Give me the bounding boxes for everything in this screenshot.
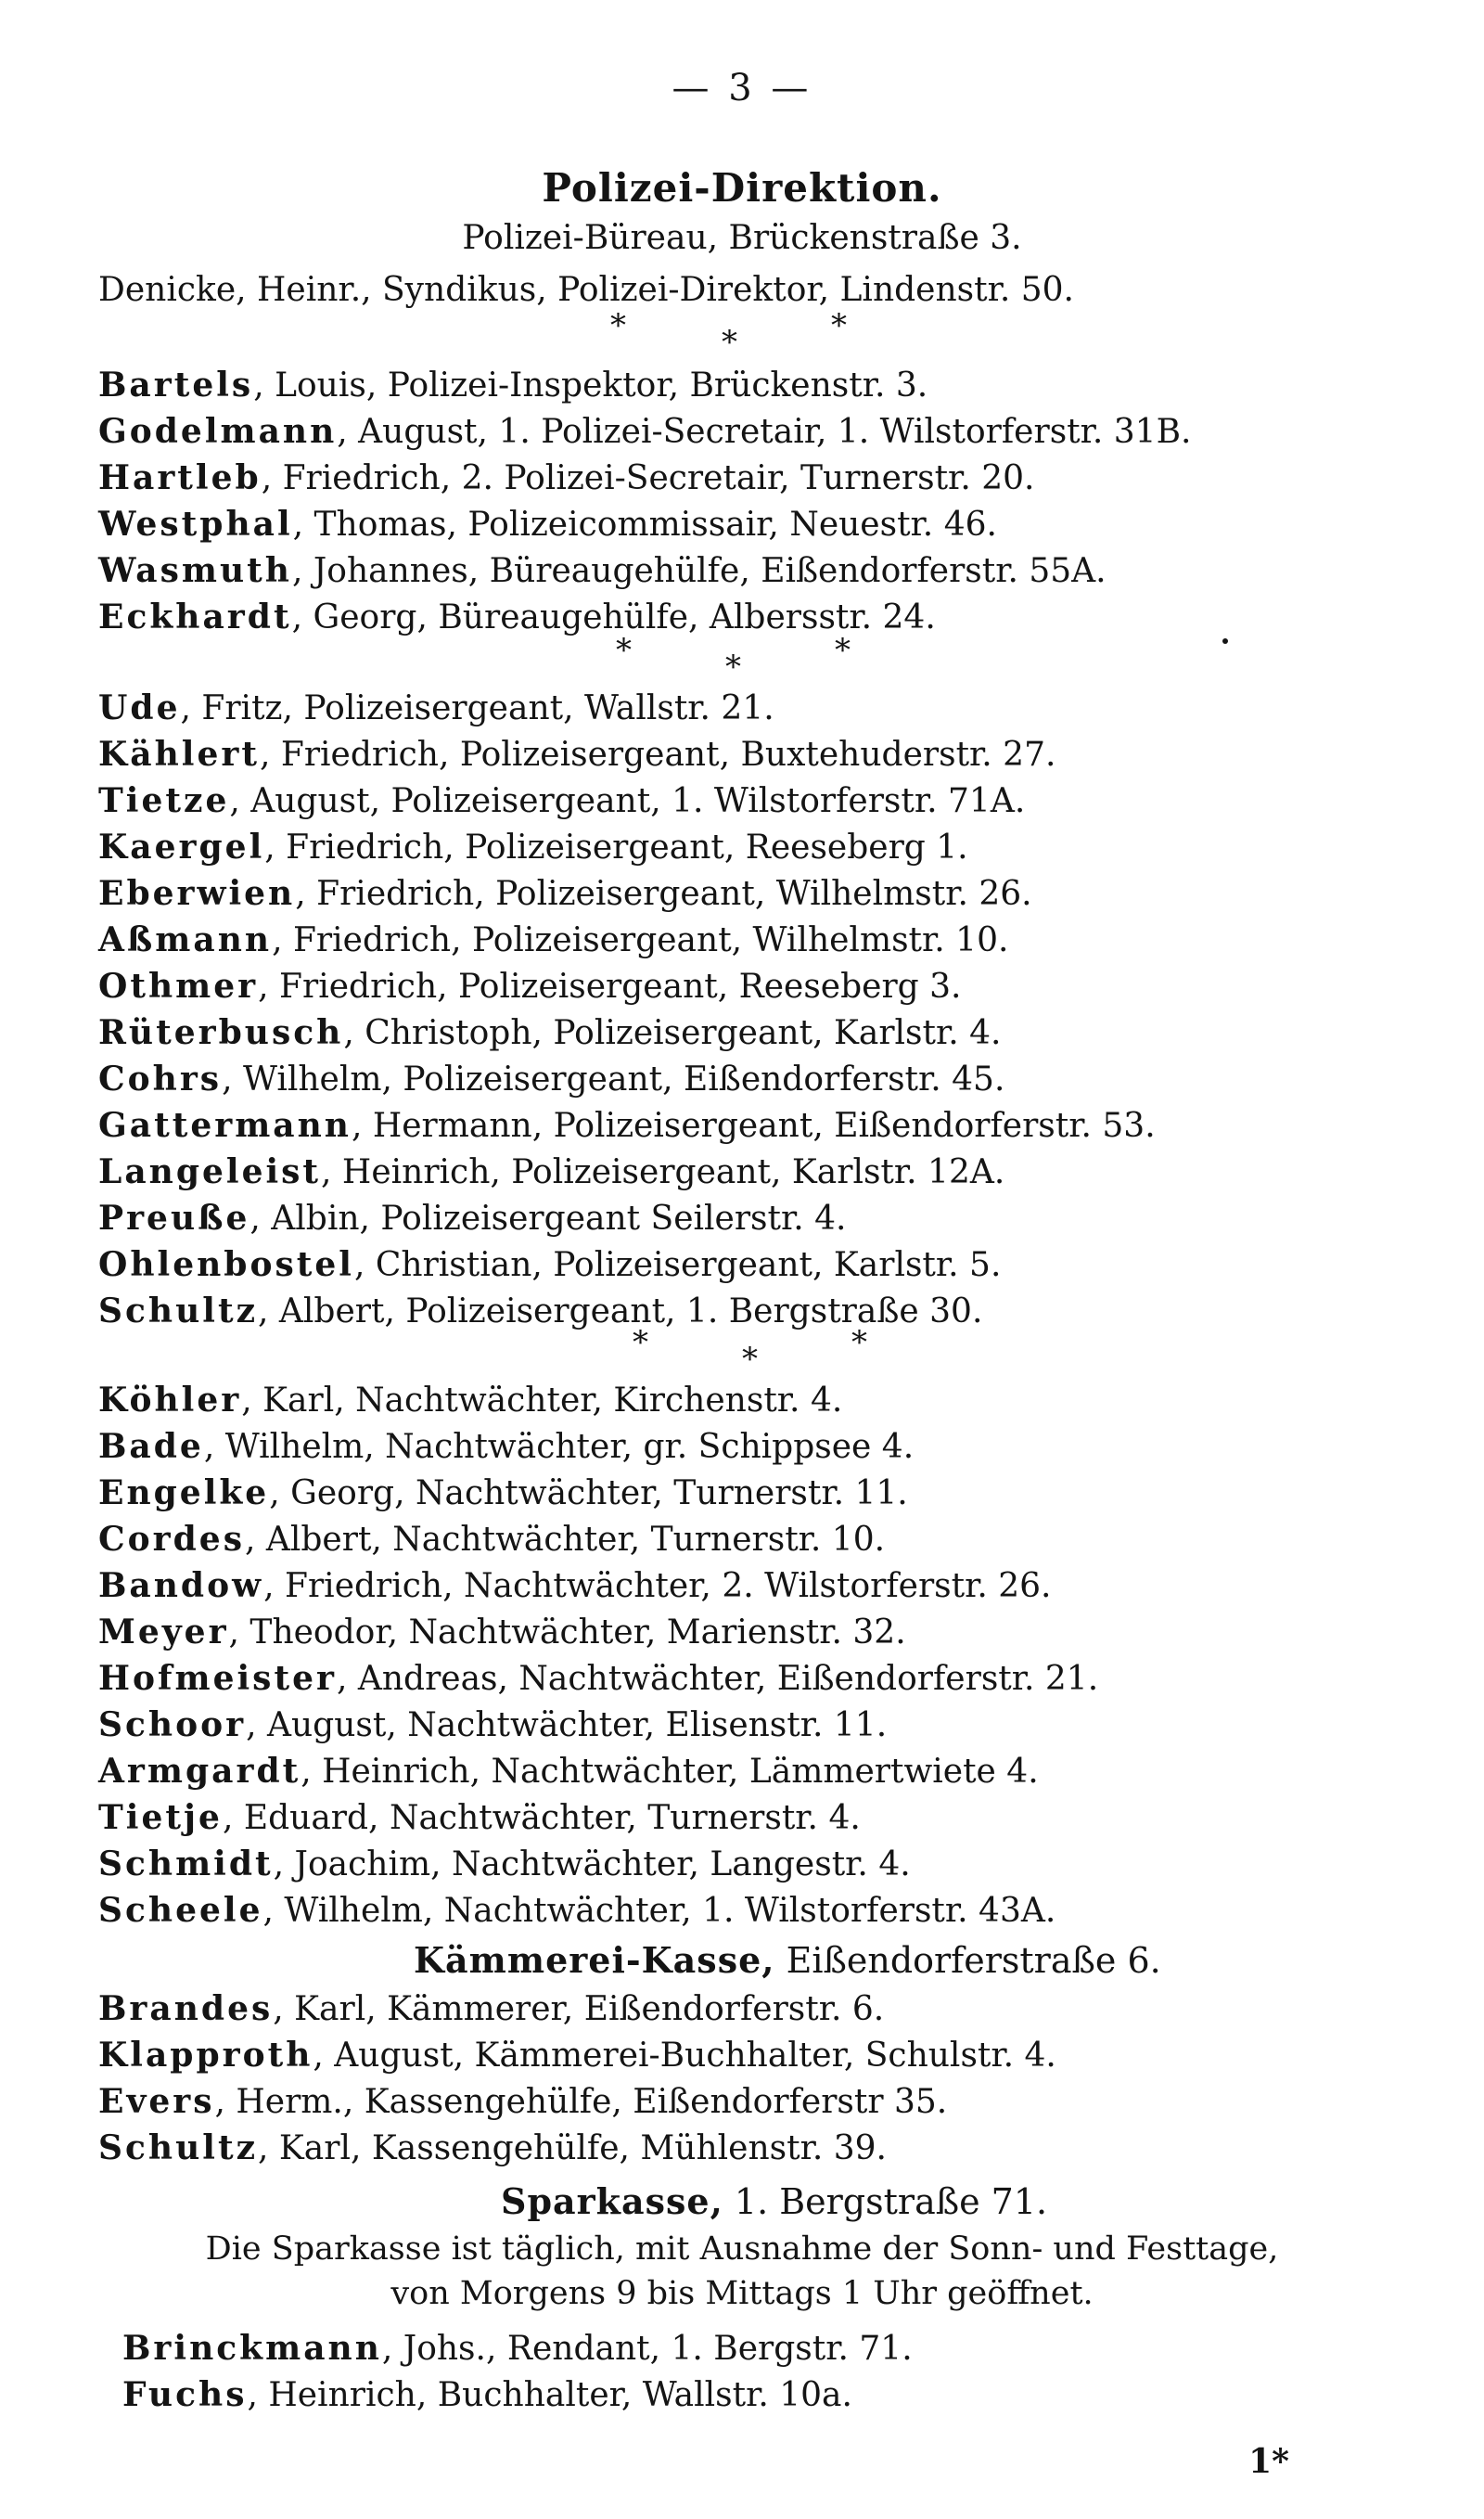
directory-entry: [98, 1199, 847, 1238]
directory-entry: [98, 1989, 884, 2028]
entry-details: , Georg, Nachtwächter, Turnerstr. 11.: [269, 1474, 908, 1512]
savings-bank-heading: [501, 2180, 1047, 2222]
separator-star: *: [851, 1324, 867, 1361]
entry-details: , Karl, Nachtwächter, Kirchenstr. 4.: [241, 1382, 843, 1420]
entry-details: , August, Polizeisergeant, 1. Wilstorferstr. 71A.: [229, 782, 1026, 820]
directory-entry: [98, 1520, 885, 1559]
entry-details: , Andreas, Nachtwächter, Eißendorferstr. 21.: [336, 1660, 1099, 1698]
entry-details: , Friedrich, Polizeisergeant, Reeseberg 3.: [258, 968, 962, 1006]
entry-details: , Thomas, Polizeicommissair, Neuestr. 46.: [292, 506, 997, 544]
entry-details: , Joachim, Nachtwächter, Langestr. 4.: [273, 1845, 911, 1883]
directory-entry: [98, 874, 1032, 913]
entry-details: , Wilhelm, Polizeisergeant, Eißendorferstr. 45.: [222, 1060, 1005, 1099]
entry-details: , Christoph, Polizeisergeant, Karlstr. 4.: [343, 1014, 1002, 1052]
entry-details: , Karl, Kassengehülfe, Mühlenstr. 39.: [258, 2129, 887, 2167]
entry-details: , Albert, Polizeisergeant, 1. Bergstraße 30.: [258, 1292, 983, 1330]
separator-asterisks: [0, 1323, 1484, 1379]
entry-surname: Westphal: [98, 505, 293, 544]
directory-entry: [98, 1798, 861, 1837]
entry-surname: Kaergel: [98, 828, 265, 867]
entry-surname: Cordes: [98, 1520, 245, 1559]
entry-details: , Johs., Rendant, 1. Bergstr. 71.: [381, 2330, 913, 2368]
entry-surname: Köhler: [98, 1381, 242, 1420]
directory-entry: [98, 781, 1025, 820]
directory-entry: [98, 688, 774, 727]
directory-entry: [98, 828, 968, 867]
entry-details: , August, Kämmerei-Buchhalter, Schulstr. 4.: [313, 2037, 1056, 2075]
entry-surname: Wasmuth: [98, 551, 292, 590]
police-office-line: Polizei-Büreau, Brückenstraße 3.: [462, 219, 1022, 257]
entry-details: , Heinrich, Buchhalter, Wallstr. 10a.: [247, 2376, 852, 2414]
directory-entry: [98, 1060, 1004, 1099]
directory-entry: [98, 1705, 887, 1744]
directory-entry: [98, 735, 1055, 774]
entry-details: , Friedrich, Nachtwächter, 2. Wilstorferstr. 26.: [263, 1567, 1052, 1605]
entry-surname: Tietze: [98, 781, 230, 820]
directory-entry: [98, 1473, 908, 1512]
directory-entry: [98, 1427, 914, 1466]
police-directorate-heading: Polizei-Direktion.: [542, 165, 942, 211]
entry-details: , Johannes, Büreaugehülfe, Eißendorferstr. 55A.: [291, 552, 1107, 590]
separator-star: *: [616, 632, 632, 669]
entry-details: , Wilhelm, Nachtwächter, gr. Schippsee 4.: [203, 1428, 915, 1466]
entry-details: , Fritz, Polizeisergeant, Wallstr. 21.: [180, 689, 774, 727]
entry-surname: Bandow: [98, 1566, 264, 1605]
entry-surname: Engelke: [98, 1473, 270, 1512]
entry-details: , Friedrich, Polizeisergeant, Wilhelmstr. 26.: [295, 875, 1032, 913]
entry-surname: Godelmann: [98, 412, 338, 451]
entry-surname: Hofmeister: [98, 1659, 337, 1698]
entry-surname: Aßmann: [98, 920, 273, 959]
entry-details: , Heinrich, Polizeisergeant, Karlstr. 12A.: [321, 1153, 1005, 1191]
police-director-line: Denicke, Heinr., Syndikus, Polizei-Direktor, Lindenstr. 50.: [98, 271, 1074, 309]
directory-entry: [98, 1381, 842, 1420]
entry-surname: Othmer: [98, 967, 259, 1006]
directory-entry: [98, 920, 1008, 959]
separator-star: *: [633, 1324, 648, 1361]
entry-details: , Georg, Büreaugehülfe, Albersstr. 24.: [291, 598, 936, 636]
entry-details: , Albin, Polizeisergeant Seilerstr. 4.: [249, 1200, 847, 1238]
entry-surname: Fuchs: [122, 2375, 248, 2414]
print-speck: [1222, 638, 1228, 644]
entry-surname: Gattermann: [98, 1106, 352, 1145]
directory-entry: [98, 2128, 887, 2167]
separator-star: *: [742, 1341, 758, 1378]
entry-surname: Brandes: [98, 1989, 274, 2028]
sheet-signature-mark: 1*: [1248, 2442, 1289, 2481]
entry-surname: Rüterbusch: [98, 1013, 344, 1052]
directory-entry: [98, 551, 1107, 590]
directory-entry: [98, 1013, 1001, 1052]
entry-surname: Meyer: [98, 1613, 229, 1651]
entry-details: , Friedrich, Polizeisergeant, Reeseberg 1.: [264, 829, 968, 867]
directory-entry: [98, 2036, 1056, 2075]
entry-details: , Theodor, Nachtwächter, Marienstr. 32.: [228, 1613, 906, 1651]
entry-details: , Louis, Polizei-Inspektor, Brückenstr. 3.: [253, 366, 928, 405]
entry-details: , Herm., Kassengehülfe, Eißendorferstr 35.: [214, 2083, 948, 2121]
entry-surname: Schmidt: [98, 1844, 274, 1883]
entry-surname: Eckhardt: [98, 598, 292, 636]
entry-surname: Bade: [98, 1427, 204, 1466]
treasury-heading: [414, 1939, 1161, 1981]
directory-entry: [98, 412, 1191, 451]
directory-entry: [98, 967, 962, 1006]
separator-asterisks: [0, 631, 1484, 687]
directory-entry: [98, 1245, 1001, 1284]
entry-surname: Schoor: [98, 1705, 247, 1744]
entry-details: , Friedrich, Polizeisergeant, Buxtehuderstr. 27.: [259, 736, 1056, 774]
savings-bank-title: Sparkasse,: [501, 2180, 723, 2222]
directory-entry: [98, 2082, 947, 2121]
entry-surname: Preuße: [98, 1199, 250, 1238]
separator-star: *: [831, 307, 847, 344]
entry-surname: Scheele: [98, 1891, 263, 1930]
entry-details: , Heinrich, Nachtwächter, Lämmertwiete 4.: [301, 1753, 1039, 1791]
entry-surname: Langeleist: [98, 1152, 322, 1191]
opening-hours-note: Die Sparkasse ist täglich, mit Ausnahme der Sonn- und Festtage,: [205, 2230, 1279, 2268]
treasury-title: Kämmerei-Kasse,: [414, 1939, 775, 1981]
entry-details: , August, Nachtwächter, Elisenstr. 11.: [246, 1706, 888, 1744]
directory-entry: [122, 2329, 913, 2368]
entry-surname: Cohrs: [98, 1060, 223, 1099]
directory-entry: [98, 1752, 1039, 1791]
entry-surname: Kählert: [98, 735, 260, 774]
entry-surname: Evers: [98, 2082, 215, 2121]
page-number: — 3 —: [672, 67, 812, 109]
entry-details: , Karl, Kämmerer, Eißendorferstr. 6.: [273, 1990, 885, 2028]
directory-entry: [98, 1152, 1004, 1191]
entry-surname: Hartleb: [98, 458, 262, 497]
entry-details: , Friedrich, Polizeisergeant, Wilhelmstr. 10.: [272, 921, 1009, 959]
entry-surname: Brinckmann: [122, 2329, 382, 2368]
separator-star: *: [725, 649, 741, 686]
directory-entry: [98, 1659, 1098, 1698]
directory-entry: [122, 2375, 852, 2414]
entry-surname: Eberwien: [98, 874, 296, 913]
entry-details: , Friedrich, 2. Polizei-Secretair, Turnerstr. 20.: [261, 459, 1035, 497]
separator-star: *: [610, 307, 626, 344]
entry-surname: Schultz: [98, 2128, 259, 2167]
savings-bank-address: 1. Bergstraße 71.: [723, 2181, 1048, 2222]
opening-hours-note: von Morgens 9 bis Mittags 1 Uhr geöffnet.: [390, 2275, 1094, 2312]
directory-entry: [98, 1891, 1055, 1930]
entry-surname: Ohlenbostel: [98, 1245, 354, 1284]
directory-entry: [98, 458, 1034, 497]
entry-details: , August, 1. Polizei-Secretair, 1. Wilstorferstr. 31B.: [337, 413, 1192, 451]
entry-details: , Wilhelm, Nachtwächter, 1. Wilstorferstr. 43A.: [262, 1892, 1056, 1930]
entry-surname: Tietje: [98, 1798, 223, 1837]
directory-entry: [98, 366, 928, 405]
entry-surname: Klapproth: [98, 2036, 313, 2075]
directory-entry: [98, 1844, 911, 1883]
entry-details: , Albert, Nachtwächter, Turnerstr. 10.: [244, 1521, 886, 1559]
separator-star: *: [835, 632, 851, 669]
directory-entry: [98, 1613, 906, 1651]
entry-details: , Eduard, Nachtwächter, Turnerstr. 4.: [222, 1799, 861, 1837]
entry-surname: Bartels: [98, 366, 254, 405]
separator-asterisks: [0, 306, 1484, 362]
directory-entry: [98, 505, 997, 544]
entry-surname: Armgardt: [98, 1752, 301, 1791]
entry-surname: Schultz: [98, 1292, 259, 1330]
directory-entry: [98, 1106, 1156, 1145]
entry-details: , Christian, Polizeisergeant, Karlstr. 5.: [353, 1246, 1002, 1284]
directory-entry: [98, 1566, 1052, 1605]
entry-details: , Hermann, Polizeisergeant, Eißendorferstr. 53.: [351, 1107, 1156, 1145]
treasury-address: Eißendorferstraße 6.: [774, 1940, 1161, 1981]
separator-star: *: [722, 324, 737, 361]
entry-surname: Ude: [98, 688, 181, 727]
